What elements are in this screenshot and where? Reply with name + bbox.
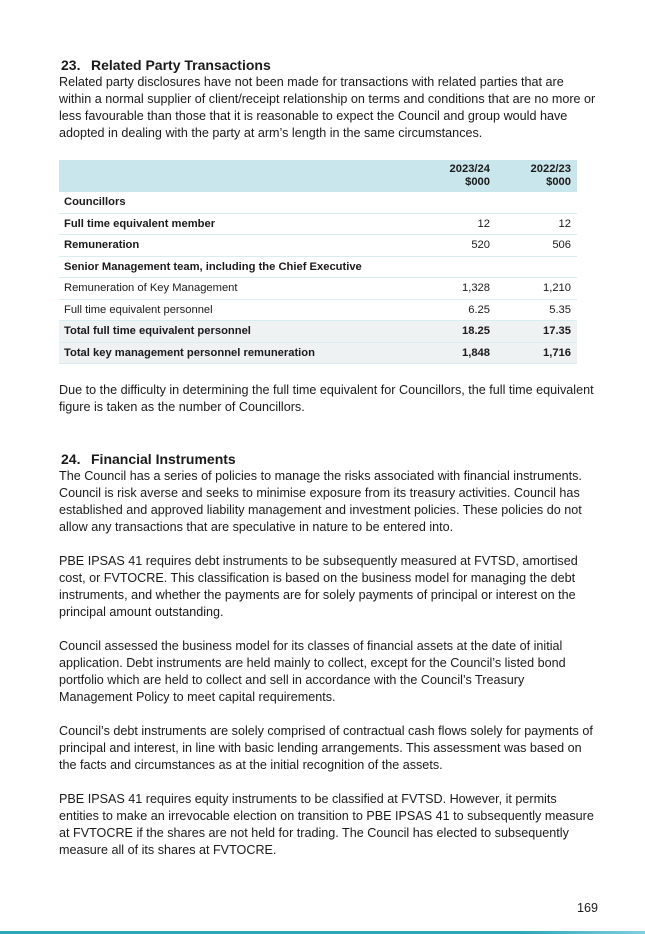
table-row (59, 299, 577, 321)
table-header-row (59, 160, 577, 192)
table-row (59, 192, 577, 213)
row-value-2023-24 (415, 256, 496, 278)
section-24-heading (59, 450, 599, 468)
table-header-2023-24 (415, 160, 496, 192)
section-24-number: 24. (61, 451, 81, 467)
section-24-paragraph: Council’s debt instruments are solely comprised of contractual cash flows solely for payments of principal and interest, in line with basic lending arrangements. This assessment was based on the facts and circumstances as at the initial recognition of the assets. (59, 724, 593, 772)
row-label: Full time equivalent personnel (59, 299, 415, 321)
table-total-row (59, 321, 577, 343)
table-row (59, 213, 577, 235)
table-total-row (59, 342, 577, 364)
councillors-note: Due to the difficulty in determining the full time equivalent for Councillors, the full time equivalent figure is taken as the number of Councillors. (59, 383, 594, 414)
section-23-intro: Related party disclosures have not been made for transactions with related parties that are within a normal supplier of client/receipt relationship on terms and conditions that are no more or less favourable than those that it is reasonable to expect the Council and group would have adopted in dealing with the party at arm’s length in the same circumstances. (59, 75, 596, 140)
row-label: Senior Management team, including the Chief Executive (59, 256, 415, 278)
table-row (59, 235, 577, 257)
row-value-2023-24: 1,328 (415, 278, 496, 300)
section-24-paragraph: PBE IPSAS 41 requires debt instruments to be subsequently measured at FVTSD, amortised cost, or FVTOCRE. This classification is based on the business model for managing the debt instruments, and whether the payments are for solely payments of principal or interest on the principal amount outstanding. (59, 554, 578, 619)
section-23-heading (59, 56, 599, 74)
row-value-2023-24: 1,848 (415, 342, 496, 364)
row-label: Remuneration of Key Management (59, 278, 415, 300)
row-value-2023-24 (415, 192, 496, 213)
section-23-number: 23. (61, 57, 81, 73)
row-value-2023-24: 6.25 (415, 299, 496, 321)
section-24-paragraph: PBE IPSAS 41 requires equity instruments to be classified at FVTSD. However, it permits entities to make an irrevocable election on transition to PBE IPSAS 41 to subsequently measure at FVTOCRE if the shares are not held for trading. The Council has elected to subsequently measure all of its shares at FVTOCRE. (59, 792, 594, 857)
section-24-paragraph: The Council has a series of policies to manage the risks associated with financial instruments. Council is risk averse and seeks to minimise exposure from its treasury activities. Council has established and approved liability management and investment policies. These policies do not allow any transactions that are speculative in nature to be entered into. (59, 469, 582, 534)
row-value-2022-23: 1,210 (496, 278, 577, 300)
row-value-2022-23: 17.35 (496, 321, 577, 343)
section-24-paragraph: Council assessed the business model for its classes of financial assets at the date of initial application. Debt instruments are held mainly to collect, except for the Council’s listed bond portfolio which are held to collect and sell in accordance with the Council’s Treasury Management Policy to meet capital requirements. (59, 639, 566, 704)
related-party-table (59, 160, 577, 364)
row-value-2023-24: 12 (415, 213, 496, 235)
section-24-title: Financial Instruments (91, 451, 236, 467)
row-value-2022-23: 12 (496, 213, 577, 235)
row-value-2023-24: 18.25 (415, 321, 496, 343)
row-value-2022-23: 506 (496, 235, 577, 257)
row-value-2023-24: 520 (415, 235, 496, 257)
header-2023-24-text: 2023/24 $000 (449, 163, 490, 188)
row-label: Remuneration (59, 235, 415, 257)
table-row (59, 278, 577, 300)
document-page (59, 56, 599, 859)
page-number: 169 (576, 901, 598, 915)
row-label: Total full time equivalent personnel (59, 321, 415, 343)
row-value-2022-23 (496, 256, 577, 278)
row-value-2022-23: 1,716 (496, 342, 577, 364)
table-header-2022-23 (496, 160, 577, 192)
table-row (59, 256, 577, 278)
row-label: Total key management personnel remuneration (59, 342, 415, 364)
row-label: Councillors (59, 192, 415, 213)
row-value-2022-23 (496, 192, 577, 213)
row-value-2022-23: 5.35 (496, 299, 577, 321)
row-label: Full time equivalent member (59, 213, 415, 235)
section-23-title: Related Party Transactions (91, 57, 271, 73)
table-header-label (59, 160, 415, 192)
header-2022-23-text: 2022/23 $000 (530, 163, 571, 188)
